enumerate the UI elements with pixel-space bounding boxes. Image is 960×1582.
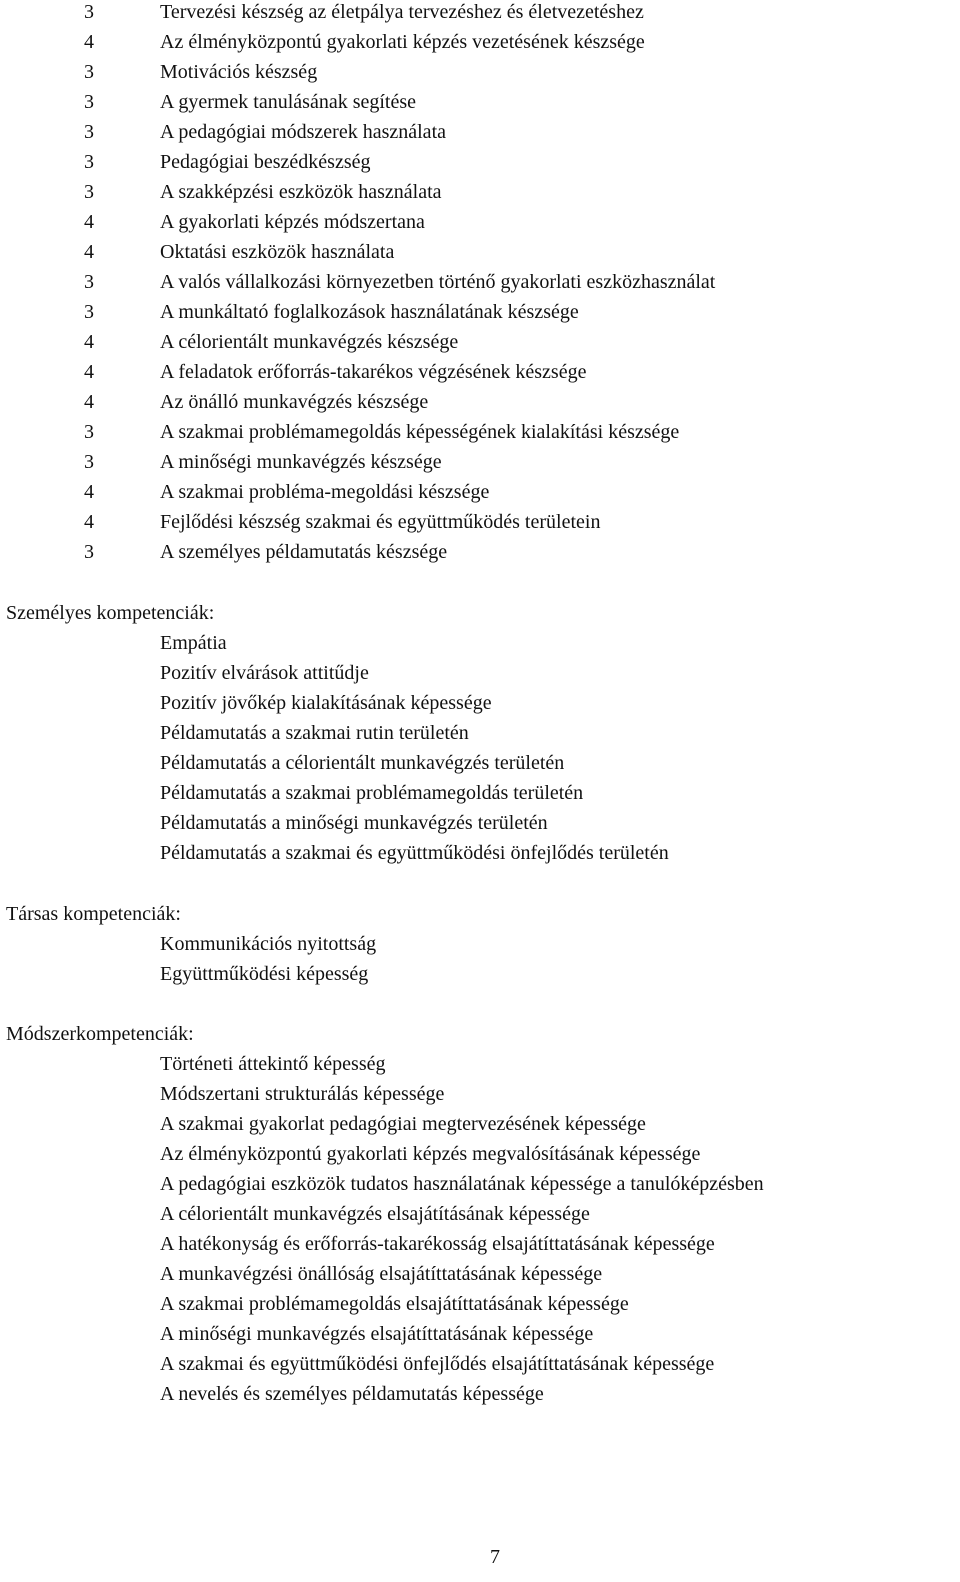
scored-item xyxy=(0,420,960,450)
item-text: Tervezési készség az életpálya tervezéshez és életvezetéshez xyxy=(160,1,644,23)
scored-item xyxy=(0,240,960,270)
item-text: Motivációs készség xyxy=(160,61,318,83)
scored-competency-list xyxy=(0,0,960,570)
scored-item xyxy=(0,330,960,360)
score-value: 4 xyxy=(84,211,94,233)
item-text: Oktatási eszközök használata xyxy=(160,241,395,263)
list-item: Az élményközpontú gyakorlati képzés megvalósításának képessége xyxy=(160,1143,701,1165)
scored-item xyxy=(0,210,960,240)
list-item: Példamutatás a szakmai problémamegoldás területén xyxy=(160,782,584,804)
scored-item xyxy=(0,90,960,120)
personal-competencies-heading: Személyes kompetenciák: xyxy=(6,602,215,624)
score-value: 3 xyxy=(84,121,94,143)
score-value: 4 xyxy=(84,511,94,533)
list-item: A hatékonyság és erőforrás-takarékosság elsajátíttatásának képessége xyxy=(160,1233,715,1255)
score-value: 3 xyxy=(84,61,94,83)
social-competencies-heading: Társas kompetenciák: xyxy=(6,903,181,925)
score-value: 3 xyxy=(84,181,94,203)
page-number: 7 xyxy=(490,1546,500,1568)
score-value: 3 xyxy=(84,421,94,443)
list-item: A nevelés és személyes példamutatás képessége xyxy=(160,1383,544,1405)
list-item: Példamutatás a célorientált munkavégzés területén xyxy=(160,752,565,774)
item-text: A munkáltató foglalkozások használatának készsége xyxy=(160,301,579,323)
scored-item xyxy=(0,0,960,30)
list-item: Együttműködési képesség xyxy=(160,963,369,985)
item-text: A valós vállalkozási környezetben történő gyakorlati eszközhasználat xyxy=(160,271,716,293)
list-item: Történeti áttekintő képesség xyxy=(160,1053,386,1075)
item-text: Fejlődési készség szakmai és együttműködés területein xyxy=(160,511,601,533)
scored-item xyxy=(0,150,960,180)
scored-item xyxy=(0,450,960,480)
scored-item xyxy=(0,180,960,210)
score-value: 4 xyxy=(84,331,94,353)
item-text: A gyermek tanulásának segítése xyxy=(160,91,417,113)
item-text: A gyakorlati képzés módszertana xyxy=(160,211,425,233)
list-item: A pedagógiai eszközök tudatos használatának képessége a tanulóképzésben xyxy=(160,1173,764,1195)
list-item: Módszertani strukturálás képessége xyxy=(160,1083,445,1105)
score-value: 3 xyxy=(84,151,94,173)
scored-item xyxy=(0,480,960,510)
scored-item xyxy=(0,390,960,420)
list-item: A célorientált munkavégzés elsajátításának képessége xyxy=(160,1203,590,1225)
score-value: 3 xyxy=(84,271,94,293)
item-text: Az élményközpontú gyakorlati képzés vezetésének készsége xyxy=(160,31,645,53)
list-item: A szakmai problémamegoldás elsajátíttatásának képessége xyxy=(160,1293,629,1315)
item-text: Pedagógiai beszédkészség xyxy=(160,151,371,173)
item-text: A feladatok erőforrás-takarékos végzésének készsége xyxy=(160,361,587,383)
item-text: Az önálló munkavégzés készsége xyxy=(160,391,429,413)
list-item: Példamutatás a minőségi munkavégzés területén xyxy=(160,812,548,834)
score-value: 3 xyxy=(84,301,94,323)
method-competencies-heading: Módszerkompetenciák: xyxy=(6,1023,194,1045)
list-item: A munkavégzési önállóság elsajátíttatásának képessége xyxy=(160,1263,603,1285)
scored-item xyxy=(0,360,960,390)
item-text: A pedagógiai módszerek használata xyxy=(160,121,446,143)
list-item: A minőségi munkavégzés elsajátíttatásának képessége xyxy=(160,1323,594,1345)
score-value: 3 xyxy=(84,91,94,113)
item-text: A szakképzési eszközök használata xyxy=(160,181,442,203)
item-text: A szakmai probléma-megoldási készsége xyxy=(160,481,490,503)
item-text: A célorientált munkavégzés készsége xyxy=(160,331,459,353)
score-value: 4 xyxy=(84,391,94,413)
item-text: A személyes példamutatás készsége xyxy=(160,541,448,563)
score-value: 4 xyxy=(84,361,94,383)
scored-item xyxy=(0,300,960,330)
method-competencies-list xyxy=(0,1052,960,1412)
item-text: A minőségi munkavégzés készsége xyxy=(160,451,442,473)
list-item: Empátia xyxy=(160,632,227,654)
score-value: 3 xyxy=(84,1,94,23)
list-item: Kommunikációs nyitottság xyxy=(160,933,377,955)
score-value: 3 xyxy=(84,451,94,473)
scored-item xyxy=(0,60,960,90)
list-item: Példamutatás a szakmai rutin területén xyxy=(160,722,469,744)
scored-item xyxy=(0,120,960,150)
list-item: A szakmai és együttműködési önfejlődés elsajátíttatásának képessége xyxy=(160,1353,715,1375)
item-text: A szakmai problémamegoldás képességének kialakítási készsége xyxy=(160,421,680,443)
list-item: Példamutatás a szakmai és együttműködési önfejlődés területén xyxy=(160,842,669,864)
scored-item xyxy=(0,510,960,540)
list-item: Pozitív elvárások attitűdje xyxy=(160,662,369,684)
score-value: 4 xyxy=(84,241,94,263)
scored-item xyxy=(0,270,960,300)
scored-item xyxy=(0,30,960,60)
score-value: 4 xyxy=(84,31,94,53)
social-competencies-list xyxy=(0,932,960,992)
list-item: Pozitív jövőkép kialakításának képessége xyxy=(160,692,492,714)
score-value: 4 xyxy=(84,481,94,503)
list-item: A szakmai gyakorlat pedagógiai megtervezésének képessége xyxy=(160,1113,646,1135)
personal-competencies-list xyxy=(0,631,960,871)
score-value: 3 xyxy=(84,541,94,563)
scored-item xyxy=(0,540,960,570)
